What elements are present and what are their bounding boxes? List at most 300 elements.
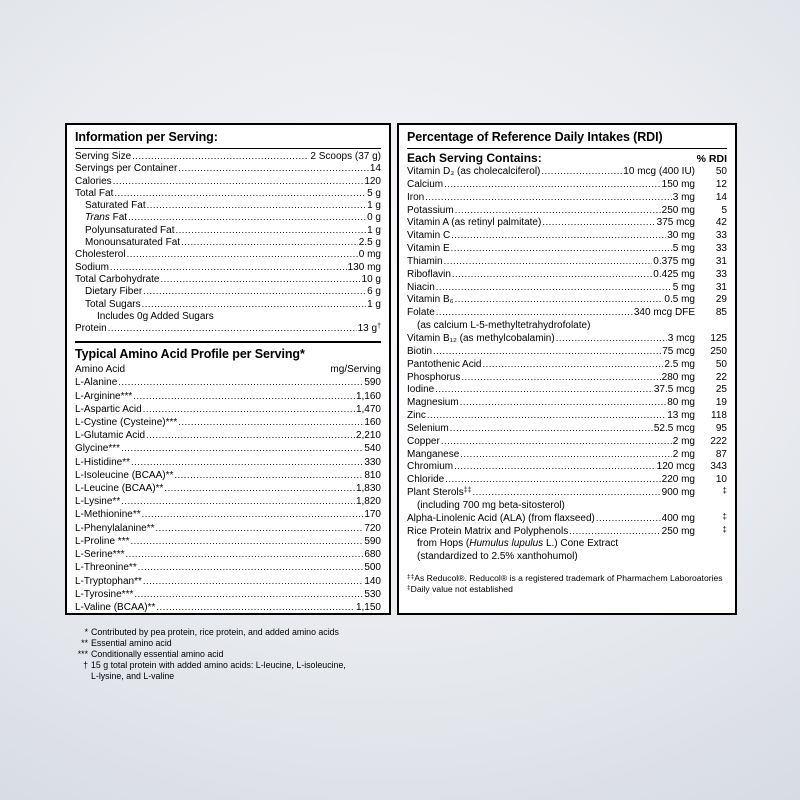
row-value: 30 mg bbox=[667, 230, 695, 242]
row-value: 2 Scoops (37 g) bbox=[310, 151, 381, 162]
table-row bbox=[75, 575, 381, 588]
table-row bbox=[75, 274, 381, 286]
table-row bbox=[75, 212, 381, 224]
row-value: 375 mcg bbox=[656, 217, 695, 229]
label-text: Chloride bbox=[407, 474, 445, 486]
label-text: (standardized to 2.5% xanthohumol) bbox=[417, 551, 578, 563]
table-row bbox=[407, 230, 727, 243]
row-value: 900 mg bbox=[661, 487, 695, 499]
footnote-text: As Reducol®. Reducol® is a registered trademark of Pharmachem Laboroatories bbox=[414, 573, 723, 584]
row-label bbox=[85, 225, 175, 237]
page-footnotes bbox=[70, 627, 346, 682]
label-text: Servings per Container bbox=[75, 163, 178, 175]
table-row bbox=[75, 495, 381, 508]
row-value: 5 mg bbox=[672, 243, 695, 255]
row-label bbox=[75, 469, 173, 482]
row-rdi-value: 14 bbox=[715, 191, 727, 203]
dot-leader bbox=[143, 575, 363, 588]
row-value: 6 g bbox=[367, 286, 381, 298]
row-rdi-value: 10 bbox=[715, 474, 727, 486]
row-value: 400 mg bbox=[661, 512, 695, 524]
label-text: Selenium bbox=[407, 422, 449, 434]
label-text: Riboflavin bbox=[407, 268, 451, 280]
dot-leader bbox=[128, 212, 366, 224]
row-rdi-value: ‡ bbox=[722, 511, 727, 521]
dot-leader bbox=[174, 469, 363, 482]
row-value: 0 mg bbox=[358, 249, 381, 261]
footnote-line: Conditionally essential amino acid bbox=[91, 648, 224, 659]
table-row bbox=[407, 320, 727, 333]
dot-leader bbox=[461, 372, 660, 385]
rdi-footnotes bbox=[407, 573, 727, 595]
row-value: 14 bbox=[369, 163, 381, 175]
dot-leader bbox=[444, 179, 661, 192]
row-label bbox=[75, 575, 142, 588]
label-text: Saturated Fat bbox=[85, 200, 146, 212]
row-value: 680 bbox=[364, 549, 381, 561]
label-text: Copper bbox=[407, 435, 440, 447]
row-value: 540 bbox=[364, 443, 381, 455]
row-label bbox=[417, 500, 565, 513]
dot-leader bbox=[118, 376, 363, 389]
amino-table bbox=[75, 376, 381, 614]
label-text: Alpha-Linolenic Acid (ALA) (from flaxseed) bbox=[407, 512, 595, 524]
value-superscript: † bbox=[377, 323, 381, 331]
label-text: Total Fat bbox=[75, 187, 114, 199]
label-text: Rice Protein Matrix and Polyphenols bbox=[407, 525, 569, 537]
table-row bbox=[407, 217, 727, 230]
row-label bbox=[407, 359, 482, 372]
label-text: Chromium bbox=[407, 461, 454, 473]
label-text: Fat bbox=[112, 212, 128, 224]
heading-rule bbox=[75, 148, 381, 149]
label-text: Polyunsaturated Fat bbox=[85, 224, 175, 236]
label-text: Vitamin A (as retinyl palmitate) bbox=[407, 217, 542, 229]
row-value: 13 mg bbox=[667, 410, 695, 422]
row-label bbox=[85, 200, 146, 212]
row-label bbox=[97, 311, 214, 323]
table-row bbox=[407, 487, 727, 500]
label-text: L-Leucine (BCAA)** bbox=[75, 483, 164, 495]
row-rdi-value: ‡ bbox=[722, 486, 727, 496]
label-text: Cholesterol bbox=[75, 249, 126, 261]
row-value: 52.5 mcg bbox=[653, 422, 695, 434]
row-label bbox=[85, 237, 180, 249]
rdi-subtitle: Each Serving Contains: bbox=[407, 151, 542, 165]
row-value: 170 bbox=[364, 509, 381, 521]
row-label bbox=[407, 269, 451, 282]
footnote-line: L-lysine, and L-valine bbox=[91, 670, 175, 681]
row-label bbox=[407, 526, 568, 539]
row-label bbox=[75, 482, 163, 495]
table-row bbox=[407, 500, 727, 513]
dot-leader bbox=[133, 390, 355, 403]
row-label bbox=[407, 166, 540, 179]
row-label bbox=[407, 192, 424, 205]
row-value: 3 mcg bbox=[667, 332, 695, 344]
dot-leader bbox=[455, 294, 664, 307]
footnote-line: Contributed by pea protein, rice protein, and added amino acids bbox=[91, 627, 339, 637]
rdi-table bbox=[407, 166, 727, 564]
dot-leader bbox=[460, 449, 672, 462]
row-rdi-value: 12 bbox=[715, 178, 727, 190]
row-rdi-value: 118 bbox=[711, 410, 727, 422]
dot-leader bbox=[114, 188, 366, 200]
row-label bbox=[407, 397, 459, 410]
row-value: 10 g bbox=[361, 273, 381, 285]
table-row bbox=[75, 200, 381, 212]
amino-panel-title: Typical Amino Acid Profile per Serving* bbox=[75, 347, 305, 362]
label-text: Calcium bbox=[407, 178, 444, 190]
table-row bbox=[407, 474, 727, 487]
dot-leader bbox=[436, 307, 633, 320]
table-row bbox=[407, 192, 727, 205]
amino-col-right: mg/Serving bbox=[330, 364, 381, 376]
label-text: L-Tryptophan** bbox=[75, 575, 142, 587]
footnote-line bbox=[407, 573, 727, 584]
row-value: 2.5 mg bbox=[664, 358, 695, 370]
label-text: Vitamin E bbox=[407, 243, 450, 255]
label-text: Serving Size bbox=[75, 151, 132, 162]
label-text: L-Cystine (Cysteine)*** bbox=[75, 417, 178, 429]
dot-leader bbox=[450, 423, 653, 436]
label-text: Humulus lupulus bbox=[469, 538, 544, 550]
dot-leader bbox=[596, 513, 661, 526]
dot-leader bbox=[427, 410, 666, 423]
dot-leader bbox=[445, 474, 660, 487]
table-row bbox=[407, 384, 727, 397]
label-text: Sodium bbox=[75, 261, 109, 273]
row-value: 590 bbox=[364, 535, 381, 547]
dot-leader bbox=[143, 403, 355, 416]
row-rdi-value: 33 bbox=[715, 243, 727, 255]
row-label bbox=[407, 410, 426, 423]
table-row bbox=[407, 166, 727, 179]
table-row bbox=[407, 461, 727, 474]
row-label bbox=[75, 495, 120, 508]
row-label bbox=[407, 205, 454, 218]
row-value: 1,150 bbox=[355, 601, 381, 613]
label-text: L-Histidine** bbox=[75, 456, 131, 468]
footnote-text bbox=[91, 649, 224, 660]
row-label bbox=[407, 423, 449, 436]
row-label bbox=[75, 376, 117, 389]
row-label bbox=[75, 442, 120, 455]
row-label bbox=[407, 243, 450, 256]
page-footnote bbox=[70, 660, 346, 682]
row-label bbox=[407, 513, 595, 526]
label-text: Iron bbox=[407, 191, 425, 203]
label-text: L-Threonine** bbox=[75, 562, 137, 574]
row-label bbox=[407, 487, 472, 500]
label-text: L-Isoleucine (BCAA)** bbox=[75, 469, 174, 481]
dot-leader bbox=[178, 163, 369, 175]
dot-leader bbox=[441, 436, 672, 449]
row-label bbox=[407, 384, 434, 397]
row-label bbox=[85, 286, 142, 298]
row-label bbox=[75, 535, 129, 548]
table-row bbox=[75, 188, 381, 200]
footnote-line: Essential amino acid bbox=[91, 637, 172, 648]
row-rdi-value: 125 bbox=[710, 332, 727, 344]
table-row bbox=[75, 286, 381, 298]
footnote-line bbox=[407, 584, 727, 595]
dot-leader bbox=[110, 262, 347, 274]
row-value: 1 g bbox=[367, 298, 381, 310]
row-value: 130 mg bbox=[347, 261, 381, 273]
table-row bbox=[407, 359, 727, 372]
row-value: 530 bbox=[364, 588, 381, 600]
footnote-marker: ‡ bbox=[407, 584, 411, 592]
row-rdi-value: 19 bbox=[715, 397, 727, 409]
dot-leader bbox=[178, 416, 363, 429]
row-label bbox=[85, 299, 141, 311]
label-text: Pantothenic Acid bbox=[407, 358, 482, 370]
amino-col-left: Amino Acid bbox=[75, 364, 126, 376]
table-row bbox=[407, 243, 727, 256]
row-rdi-value: 42 bbox=[715, 217, 727, 229]
row-label bbox=[75, 416, 177, 429]
table-row bbox=[75, 176, 381, 188]
dot-leader bbox=[142, 508, 364, 521]
label-text: Potassium bbox=[407, 204, 454, 216]
dot-leader bbox=[435, 384, 653, 397]
table-row bbox=[75, 376, 381, 389]
label-text: L-Methionine** bbox=[75, 509, 141, 521]
table-row bbox=[407, 513, 727, 526]
page-footnote bbox=[70, 627, 346, 638]
info-panel bbox=[65, 123, 391, 615]
label-text: L-Phenylalanine** bbox=[75, 522, 155, 534]
rdi-panel bbox=[397, 123, 737, 615]
row-label bbox=[417, 551, 578, 564]
dot-leader bbox=[130, 535, 363, 548]
dot-leader bbox=[473, 487, 661, 500]
row-value: 0.375 mg bbox=[653, 255, 695, 267]
row-rdi-value: 87 bbox=[715, 448, 727, 460]
table-row bbox=[407, 307, 727, 320]
row-value: 2 mg bbox=[672, 435, 695, 447]
label-text: Vitamin B₆ bbox=[407, 294, 454, 306]
label-text: Includes 0g Added Sugars bbox=[97, 310, 214, 322]
row-value: 590 bbox=[364, 377, 381, 389]
page-footnote bbox=[70, 649, 346, 660]
row-value: 330 bbox=[364, 456, 381, 468]
page-footnote bbox=[70, 638, 346, 649]
row-label bbox=[75, 249, 126, 261]
table-row bbox=[407, 333, 727, 346]
table-row bbox=[75, 237, 381, 249]
row-rdi-value: 25 bbox=[715, 384, 727, 396]
row-value: 340 mcg DFE bbox=[633, 307, 695, 319]
dot-leader bbox=[113, 176, 364, 188]
rdi-col-label: % RDI bbox=[696, 153, 727, 165]
dot-leader bbox=[134, 588, 363, 601]
footnote-text bbox=[91, 660, 346, 682]
table-row bbox=[75, 561, 381, 574]
row-value: 1,470 bbox=[355, 403, 381, 415]
section-divider bbox=[75, 341, 381, 343]
row-rdi-value: 343 bbox=[710, 461, 727, 473]
row-value: 1,820 bbox=[355, 496, 381, 508]
row-label bbox=[75, 176, 112, 188]
row-label bbox=[407, 307, 435, 320]
row-value: 120 bbox=[364, 175, 381, 187]
row-label bbox=[75, 390, 132, 403]
label-text: L-Glutamic Acid bbox=[75, 430, 146, 442]
row-label bbox=[407, 449, 459, 462]
table-row bbox=[407, 346, 727, 359]
row-label bbox=[407, 256, 443, 269]
amino-column-header bbox=[75, 363, 381, 376]
dot-leader bbox=[121, 495, 355, 508]
table-row bbox=[75, 403, 381, 416]
table-row bbox=[407, 256, 727, 269]
dot-leader bbox=[176, 225, 367, 237]
dot-leader bbox=[127, 249, 358, 261]
dot-leader bbox=[131, 456, 363, 469]
dot-leader bbox=[433, 346, 661, 359]
table-row bbox=[407, 436, 727, 449]
row-label bbox=[75, 548, 124, 561]
table-row bbox=[75, 548, 381, 561]
rdi-panel-title: Percentage of Reference Daily Intakes (RDI) bbox=[407, 130, 663, 144]
dot-leader bbox=[164, 482, 355, 495]
label-text: L-Serine*** bbox=[75, 549, 125, 561]
row-value: 1,160 bbox=[355, 390, 381, 402]
footnote-text bbox=[91, 638, 172, 649]
row-value: 0.5 mg bbox=[664, 294, 695, 306]
label-text: L-Lysine** bbox=[75, 496, 121, 508]
row-label bbox=[75, 274, 160, 286]
table-row bbox=[407, 526, 727, 539]
row-label bbox=[407, 230, 450, 243]
dot-leader bbox=[452, 269, 652, 282]
dot-leader bbox=[460, 397, 667, 410]
dot-leader bbox=[556, 333, 667, 346]
dot-leader bbox=[444, 256, 653, 269]
row-label bbox=[407, 436, 440, 449]
table-row bbox=[75, 508, 381, 521]
row-label bbox=[75, 262, 109, 274]
row-value: 810 bbox=[364, 469, 381, 481]
label-text: Total Carbohydrate bbox=[75, 273, 160, 285]
table-row bbox=[407, 205, 727, 218]
label-text: L-Valine (BCAA)** bbox=[75, 601, 156, 613]
row-rdi-value: 33 bbox=[715, 230, 727, 242]
dot-leader bbox=[147, 200, 367, 212]
row-label bbox=[417, 538, 618, 551]
row-value: 2,210 bbox=[355, 430, 381, 442]
row-value: 75 mcg bbox=[662, 345, 695, 357]
table-row bbox=[75, 262, 381, 274]
row-label bbox=[75, 163, 177, 175]
table-row bbox=[75, 390, 381, 403]
label-text: Calories bbox=[75, 175, 112, 187]
rdi-column-header bbox=[407, 151, 727, 166]
row-value: 5 mg bbox=[672, 281, 695, 293]
table-row bbox=[75, 151, 381, 163]
row-value: 2.5 g bbox=[358, 237, 381, 249]
dot-leader bbox=[138, 561, 364, 574]
label-text: Thiamin bbox=[407, 255, 443, 267]
row-rdi-value: 250 bbox=[710, 345, 727, 357]
row-value: 5 g bbox=[367, 187, 381, 199]
dot-leader bbox=[451, 243, 672, 256]
row-value: 1,830 bbox=[355, 483, 381, 495]
row-value: 140 bbox=[364, 575, 381, 587]
label-text: Phosphorus bbox=[407, 371, 461, 383]
dot-leader bbox=[125, 548, 363, 561]
table-row bbox=[407, 538, 727, 551]
row-value: 250 mg bbox=[661, 204, 695, 216]
row-value: 280 mg bbox=[661, 371, 695, 383]
footnote-marker: *** bbox=[77, 648, 88, 659]
label-text: Monounsaturated Fat bbox=[85, 237, 181, 249]
dot-leader bbox=[121, 442, 363, 455]
table-row bbox=[75, 456, 381, 469]
label-text: Vitamin B₁₂ (as methylcobalamin) bbox=[407, 332, 555, 344]
table-row bbox=[407, 423, 727, 436]
label-text: Protein bbox=[75, 323, 107, 335]
table-row bbox=[407, 294, 727, 307]
row-label bbox=[75, 508, 141, 521]
table-row bbox=[75, 429, 381, 442]
label-text: Trans bbox=[85, 212, 113, 224]
row-value: 1 g bbox=[367, 200, 381, 212]
row-rdi-value: 33 bbox=[715, 268, 727, 280]
dot-leader bbox=[455, 205, 661, 218]
row-rdi-value: 85 bbox=[715, 307, 727, 319]
table-row bbox=[75, 469, 381, 482]
row-label bbox=[407, 333, 555, 346]
heading-rule bbox=[407, 148, 727, 149]
table-row bbox=[75, 482, 381, 495]
label-text: L-Proline *** bbox=[75, 535, 130, 547]
row-value: 0.425 mg bbox=[653, 268, 695, 280]
dot-leader bbox=[541, 166, 622, 179]
row-rdi-value: 22 bbox=[715, 371, 727, 383]
row-rdi-value: 50 bbox=[715, 166, 727, 177]
row-value: 13 g† bbox=[357, 323, 381, 335]
row-label bbox=[75, 561, 137, 574]
row-value: 720 bbox=[364, 522, 381, 534]
dot-leader bbox=[569, 526, 660, 539]
table-row bbox=[407, 410, 727, 423]
dot-leader bbox=[142, 299, 367, 311]
label-text: Dietary Fiber bbox=[85, 286, 143, 298]
row-rdi-value: 31 bbox=[715, 255, 727, 267]
row-value: 250 mg bbox=[661, 525, 695, 537]
info-table bbox=[75, 151, 381, 335]
dot-leader bbox=[143, 286, 366, 298]
row-label bbox=[407, 179, 443, 192]
label-superscript: ‡‡ bbox=[463, 487, 472, 495]
table-row bbox=[75, 299, 381, 311]
row-rdi-value: 5 bbox=[721, 204, 727, 216]
row-value: 150 mg bbox=[661, 178, 695, 190]
row-rdi-value: 50 bbox=[715, 358, 727, 370]
table-row bbox=[407, 372, 727, 385]
dot-leader bbox=[181, 237, 358, 249]
table-row bbox=[75, 588, 381, 601]
row-value: 0 g bbox=[367, 212, 381, 224]
table-row bbox=[75, 416, 381, 429]
dot-leader bbox=[161, 274, 361, 286]
row-rdi-value: 95 bbox=[715, 422, 727, 434]
row-value: 120 mcg bbox=[656, 461, 695, 473]
row-value: 160 bbox=[364, 417, 381, 429]
